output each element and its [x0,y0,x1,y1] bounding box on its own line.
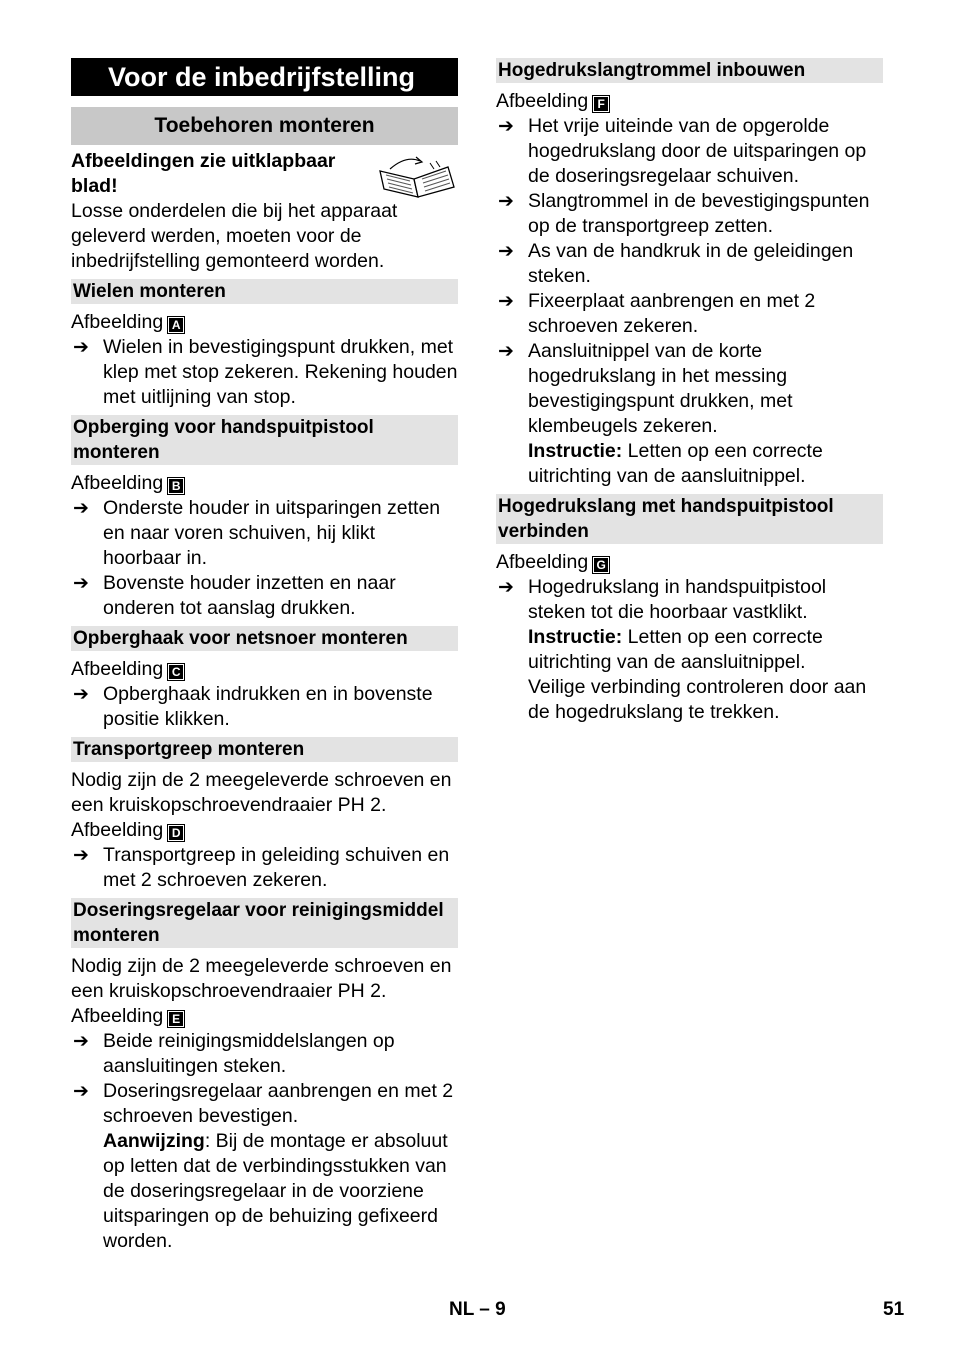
step-text: Doseringsregelaar aanbrengen en met 2 schroeven bevestigen. [103,1080,454,1127]
subsection-title: Doseringsregelaar voor reinigingsmiddel monteren [71,898,458,948]
section-slangtrommel [496,58,883,489]
step-text: As van de handkruk in de geleidingen steken. [528,240,854,287]
arrow-right-icon: ➔ [73,1081,89,1102]
intro-heading: Afbeeldingen zie uitklapbaar blad! [71,150,336,197]
arrow-right-icon: ➔ [498,116,514,137]
note-text: Letten op een correcte uitrichting van de aansluitnippel. [528,440,823,487]
requirements-text: Nodig zijn de 2 meegeleverde schroeven en een kruiskopschroevendraaier PH 2. [71,769,452,816]
arrow-right-icon: ➔ [73,573,89,594]
instruction-step [496,239,883,289]
figure-label: Afbeelding [71,472,164,494]
figure-letter: A [167,316,185,334]
instruction-step [71,843,458,893]
figure-reference [71,818,458,843]
section-transportgreep [71,737,458,893]
chapter-title: Voor de inbedrijfstelling [71,58,458,96]
instruction-step [71,1079,458,1254]
step-text: Wielen in bevestigingspunt drukken, met klep met stop zekeren. Rekening houden met uitlijning van stop. [103,336,458,408]
footer-page-number: 51 [883,1299,905,1320]
section-opberging [71,415,458,621]
step-text: Opberghaak indrukken en in bovenste positie klikken. [103,683,433,730]
figure-label: Afbeelding [71,1005,164,1027]
step-text: Onderste houder in uitsparingen zetten en naar voren schuiven, hij klikt hoorbaar in. [103,497,441,569]
note-text: Letten op een correcte uitrichting van de aansluitnippel. [528,626,823,673]
requirements-text: Nodig zijn de 2 meegeleverde schroeven en een kruiskopschroevendraaier PH 2. [71,955,452,1002]
figure-letter: E [167,1010,185,1028]
figure-label: Afbeelding [496,90,589,112]
instruction-step [496,114,883,189]
step-text: Hogedrukslang in handspuitpistool steken tot die hoorbaar vastklikt. [528,576,827,623]
instruction-step [496,189,883,239]
instruction-step [496,289,883,339]
instruction-step [496,575,883,725]
section-wielen [71,279,458,410]
instruction-step [496,339,883,489]
subsection-title: Opberging voor handspuitpistool monteren [71,415,458,465]
step-text: Bovenste houder inzetten en naar onderen tot aanslag drukken. [103,572,396,619]
arrow-right-icon: ➔ [73,498,89,519]
intro-block [71,149,458,274]
arrow-right-icon: ➔ [498,291,514,312]
step-text: Beide reinigingsmiddelslangen op aansluitingen steken. [103,1030,395,1077]
note-label: Instructie: [528,440,623,462]
arrow-right-icon: ➔ [498,241,514,262]
figure-letter: G [592,556,610,574]
figure-reference [71,471,458,496]
figure-reference [71,310,458,335]
section-handspuitpistool [496,494,883,725]
right-column [496,58,883,725]
instruction-step [71,682,458,732]
figure-reference [496,89,883,114]
extra-text: Veilige verbinding controleren door aan de hogedrukslang te trekken. [528,676,867,723]
instruction-step [71,571,458,621]
arrow-right-icon: ➔ [498,577,514,598]
subsection-title: Hogedrukslang met handspuitpistool verbinden [496,494,883,544]
left-column [71,58,458,1254]
instruction-step [71,1029,458,1079]
section-opberghaak [71,626,458,732]
note-text: : Bij de montage er absoluut op letten dat de verbindingsstukken van de doseringsregelaar in de voorziene uitsparingen op de behuizing gefixeerd worden. [103,1130,448,1252]
note-label: Aanwijzing [103,1130,205,1152]
arrow-right-icon: ➔ [73,845,89,866]
arrow-right-icon: ➔ [73,684,89,705]
section-doseringsregelaar [71,898,458,1254]
section-title: Toebehoren monteren [71,107,458,145]
arrow-right-icon: ➔ [498,341,514,362]
note-label: Instructie: [528,626,623,648]
figure-label: Afbeelding [496,551,589,573]
step-text: Het vrije uiteinde van de opgerolde hogedrukslang door de uitsparingen op de doseringsregelaar schuiven. [528,115,867,187]
subsection-title: Hogedrukslangtrommel inbouwen [496,58,883,83]
figure-label: Afbeelding [71,311,164,333]
footer-language-page: NL – 9 [449,1299,506,1320]
step-text: Fixeerplaat aanbrengen en met 2 schroeven zekeren. [528,290,816,337]
figure-reference [71,1004,458,1029]
arrow-right-icon: ➔ [73,337,89,358]
intro-text: Losse onderdelen die bij het apparaat geleverd werden, moeten voor de inbedrijfstelling gemonteerd worden. [71,200,398,272]
open-book-icon [376,149,458,199]
figure-letter: D [167,824,185,842]
arrow-right-icon: ➔ [498,191,514,212]
arrow-right-icon: ➔ [73,1031,89,1052]
step-text: Aansluitnippel van de korte hogedrukslang in het messing bevestigingspunt drukken, met klembeugels zekeren. [528,340,793,437]
figure-letter: C [167,663,185,681]
figure-label: Afbeelding [71,819,164,841]
figure-reference [71,657,458,682]
instruction-step [71,335,458,410]
instruction-step [71,496,458,571]
subsection-title: Opberghaak voor netsnoer monteren [71,626,458,651]
step-text: Transportgreep in geleiding schuiven en met 2 schroeven zekeren. [103,844,450,891]
subsection-title: Transportgreep monteren [71,737,458,762]
figure-letter: F [592,95,610,113]
figure-letter: B [167,477,185,495]
subsection-title: Wielen monteren [71,279,458,304]
figure-label: Afbeelding [71,658,164,680]
step-text: Slangtrommel in de bevestigingspunten op de transportgreep zetten. [528,190,870,237]
figure-reference [496,550,883,575]
